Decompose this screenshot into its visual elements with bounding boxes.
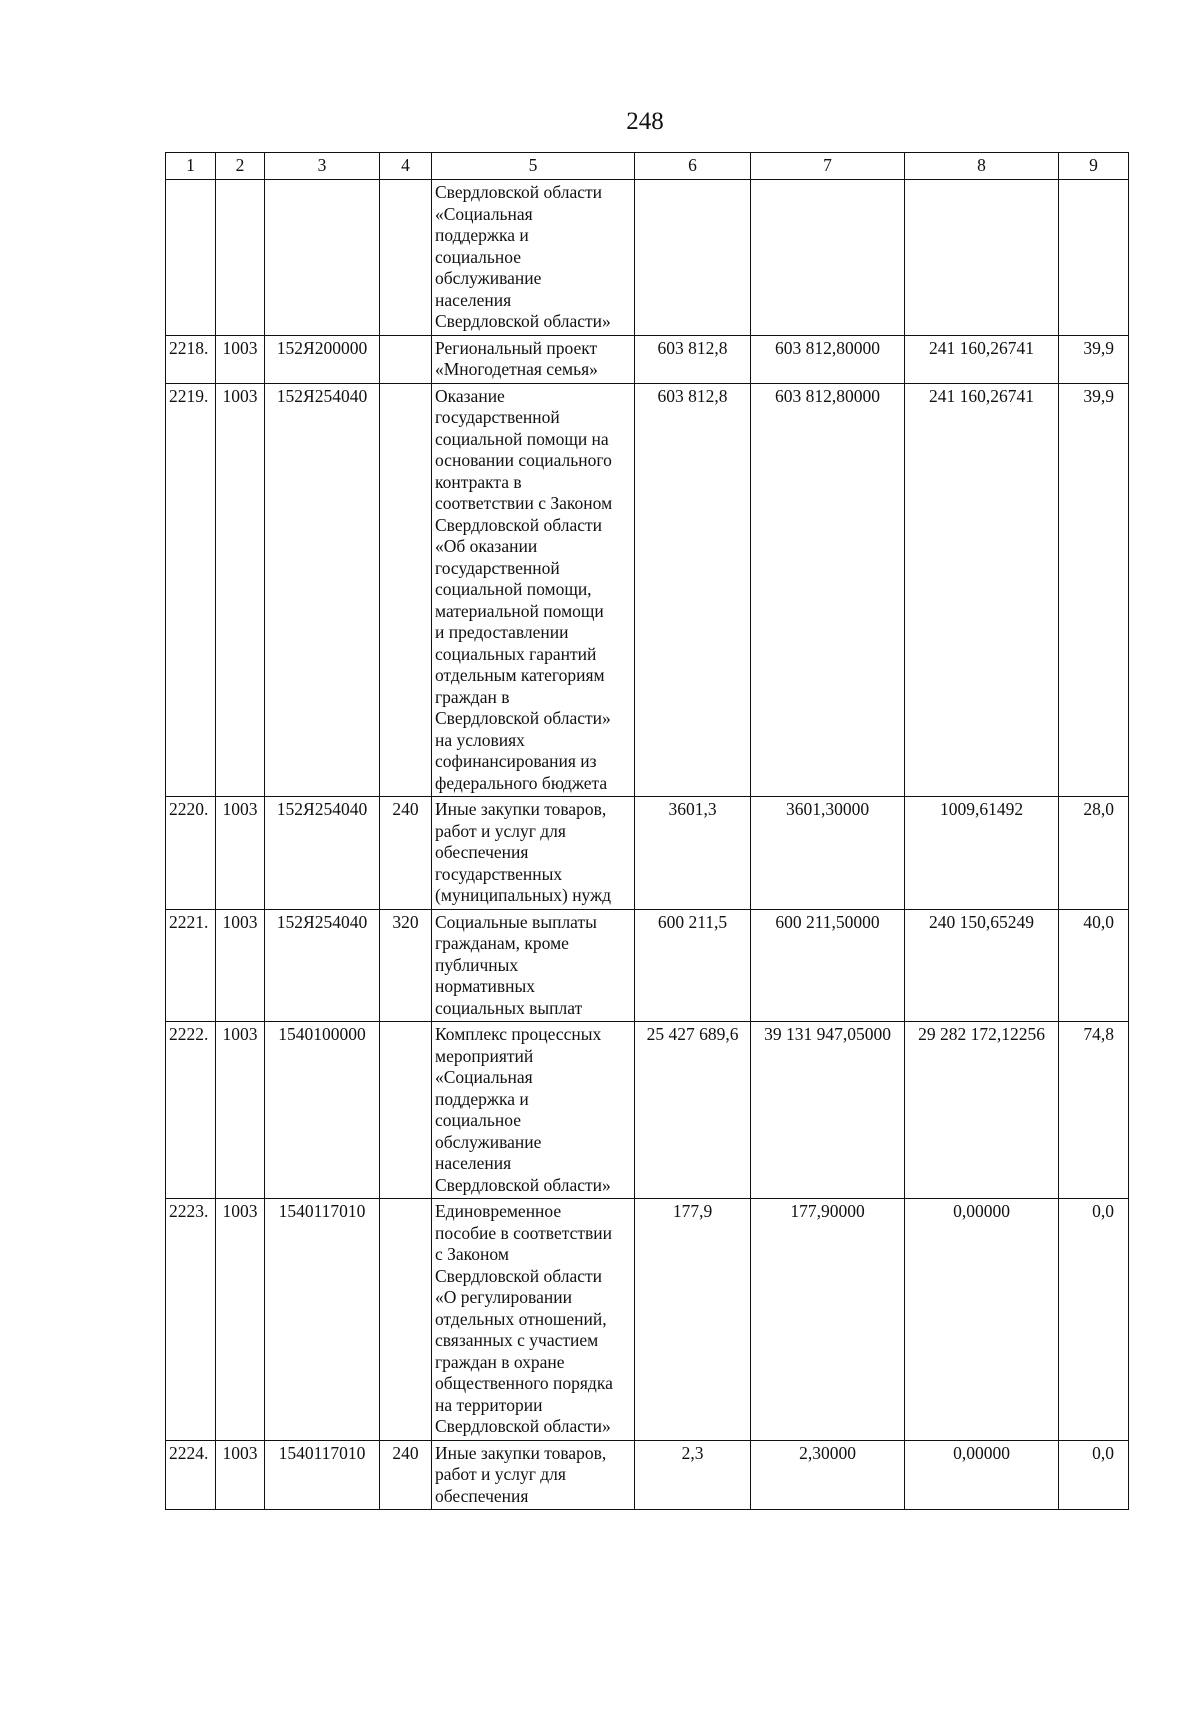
approved-amount: 39 131 947,05000 — [751, 1022, 905, 1199]
row-number: 2222. — [166, 1022, 216, 1199]
table-row — [166, 1199, 1129, 1441]
approved-amount: 603 812,80000 — [751, 335, 905, 383]
executed-amount: 241 160,26741 — [905, 383, 1059, 797]
column-header-8: 8 — [905, 153, 1059, 180]
description: Единовременное пособие в соответствии с Законом Свердловской области «О регулировании отдельных отношений, связанных с участием граждан в охране общественного порядка на территории Свердловской области» — [432, 1199, 635, 1441]
executed-amount: 29 282 172,12256 — [905, 1022, 1059, 1199]
table-row — [166, 180, 1129, 336]
table-body — [166, 180, 1129, 1510]
planned-amount: 600 211,5 — [635, 909, 751, 1022]
column-header-4: 4 — [380, 153, 432, 180]
section-code — [216, 180, 265, 336]
executed-amount: 1009,61492 — [905, 797, 1059, 910]
execution-percent — [1059, 180, 1129, 336]
section-code: 1003 — [216, 335, 265, 383]
executed-amount: 240 150,65249 — [905, 909, 1059, 1022]
expense-type-code — [380, 383, 432, 797]
target-article-code: 152Я254040 — [265, 909, 380, 1022]
target-article-code: 1540117010 — [265, 1199, 380, 1441]
execution-percent: 0,0 — [1059, 1199, 1129, 1441]
table-row — [166, 383, 1129, 797]
table-row — [166, 335, 1129, 383]
target-article-code: 1540117010 — [265, 1440, 380, 1510]
description: Социальные выплаты гражданам, кроме публичных нормативных социальных выплат — [432, 909, 635, 1022]
section-code: 1003 — [216, 383, 265, 797]
executed-amount: 241 160,26741 — [905, 335, 1059, 383]
planned-amount: 3601,3 — [635, 797, 751, 910]
execution-percent: 28,0 — [1059, 797, 1129, 910]
description: Оказание государственной социальной помощи на основании социального контракта в соответствии с Законом Свердловской области «Об оказании государственной социальной помощи, материальной помощи и предоставлении социальных гарантий отдельным категориям граждан в Свердловской области» на условиях софинансирования из федерального бюджета — [432, 383, 635, 797]
target-article-code: 1540100000 — [265, 1022, 380, 1199]
planned-amount: 603 812,8 — [635, 383, 751, 797]
approved-amount: 600 211,50000 — [751, 909, 905, 1022]
execution-percent: 39,9 — [1059, 335, 1129, 383]
section-code: 1003 — [216, 909, 265, 1022]
planned-amount: 25 427 689,6 — [635, 1022, 751, 1199]
row-number: 2220. — [166, 797, 216, 910]
expense-type-code: 320 — [380, 909, 432, 1022]
target-article-code: 152Я254040 — [265, 797, 380, 910]
approved-amount: 3601,30000 — [751, 797, 905, 910]
row-number: 2219. — [166, 383, 216, 797]
approved-amount: 603 812,80000 — [751, 383, 905, 797]
column-header-2: 2 — [216, 153, 265, 180]
column-header-9: 9 — [1059, 153, 1129, 180]
expense-type-code: 240 — [380, 797, 432, 910]
section-code: 1003 — [216, 1022, 265, 1199]
planned-amount: 603 812,8 — [635, 335, 751, 383]
description: Комплекс процессных мероприятий «Социальная поддержка и социальное обслуживание населения Свердловской области» — [432, 1022, 635, 1199]
table-row — [166, 797, 1129, 910]
approved-amount — [751, 180, 905, 336]
section-code: 1003 — [216, 1440, 265, 1510]
row-number: 2218. — [166, 335, 216, 383]
row-number: 2221. — [166, 909, 216, 1022]
budget-table — [165, 152, 1129, 1510]
row-number: 2224. — [166, 1440, 216, 1510]
expense-type-code — [380, 335, 432, 383]
description: Иные закупки товаров, работ и услуг для обеспечения государственных (муниципальных) нужд — [432, 797, 635, 910]
expense-type-code: 240 — [380, 1440, 432, 1510]
expense-type-code — [380, 1022, 432, 1199]
description: Свердловской области «Социальная поддержка и социальное обслуживание населения Свердловской области» — [432, 180, 635, 336]
target-article-code: 152Я200000 — [265, 335, 380, 383]
description: Региональный проект «Многодетная семья» — [432, 335, 635, 383]
approved-amount: 2,30000 — [751, 1440, 905, 1510]
execution-percent: 0,0 — [1059, 1440, 1129, 1510]
table-row — [166, 1440, 1129, 1510]
column-header-3: 3 — [265, 153, 380, 180]
row-number — [166, 180, 216, 336]
execution-percent: 40,0 — [1059, 909, 1129, 1022]
executed-amount: 0,00000 — [905, 1199, 1059, 1441]
target-article-code — [265, 180, 380, 336]
planned-amount — [635, 180, 751, 336]
planned-amount: 2,3 — [635, 1440, 751, 1510]
approved-amount: 177,90000 — [751, 1199, 905, 1441]
executed-amount — [905, 180, 1059, 336]
table-row — [166, 909, 1129, 1022]
header-row — [166, 153, 1129, 180]
target-article-code: 152Я254040 — [265, 383, 380, 797]
column-header-6: 6 — [635, 153, 751, 180]
planned-amount: 177,9 — [635, 1199, 751, 1441]
section-code: 1003 — [216, 1199, 265, 1441]
column-header-5: 5 — [432, 153, 635, 180]
execution-percent: 74,8 — [1059, 1022, 1129, 1199]
column-header-1: 1 — [166, 153, 216, 180]
execution-percent: 39,9 — [1059, 383, 1129, 797]
table-row — [166, 1022, 1129, 1199]
page-number: 248 — [626, 108, 664, 135]
column-header-7: 7 — [751, 153, 905, 180]
section-code: 1003 — [216, 797, 265, 910]
expense-type-code — [380, 1199, 432, 1441]
description: Иные закупки товаров, работ и услуг для обеспечения — [432, 1440, 635, 1510]
executed-amount: 0,00000 — [905, 1440, 1059, 1510]
row-number: 2223. — [166, 1199, 216, 1441]
expense-type-code — [380, 180, 432, 336]
